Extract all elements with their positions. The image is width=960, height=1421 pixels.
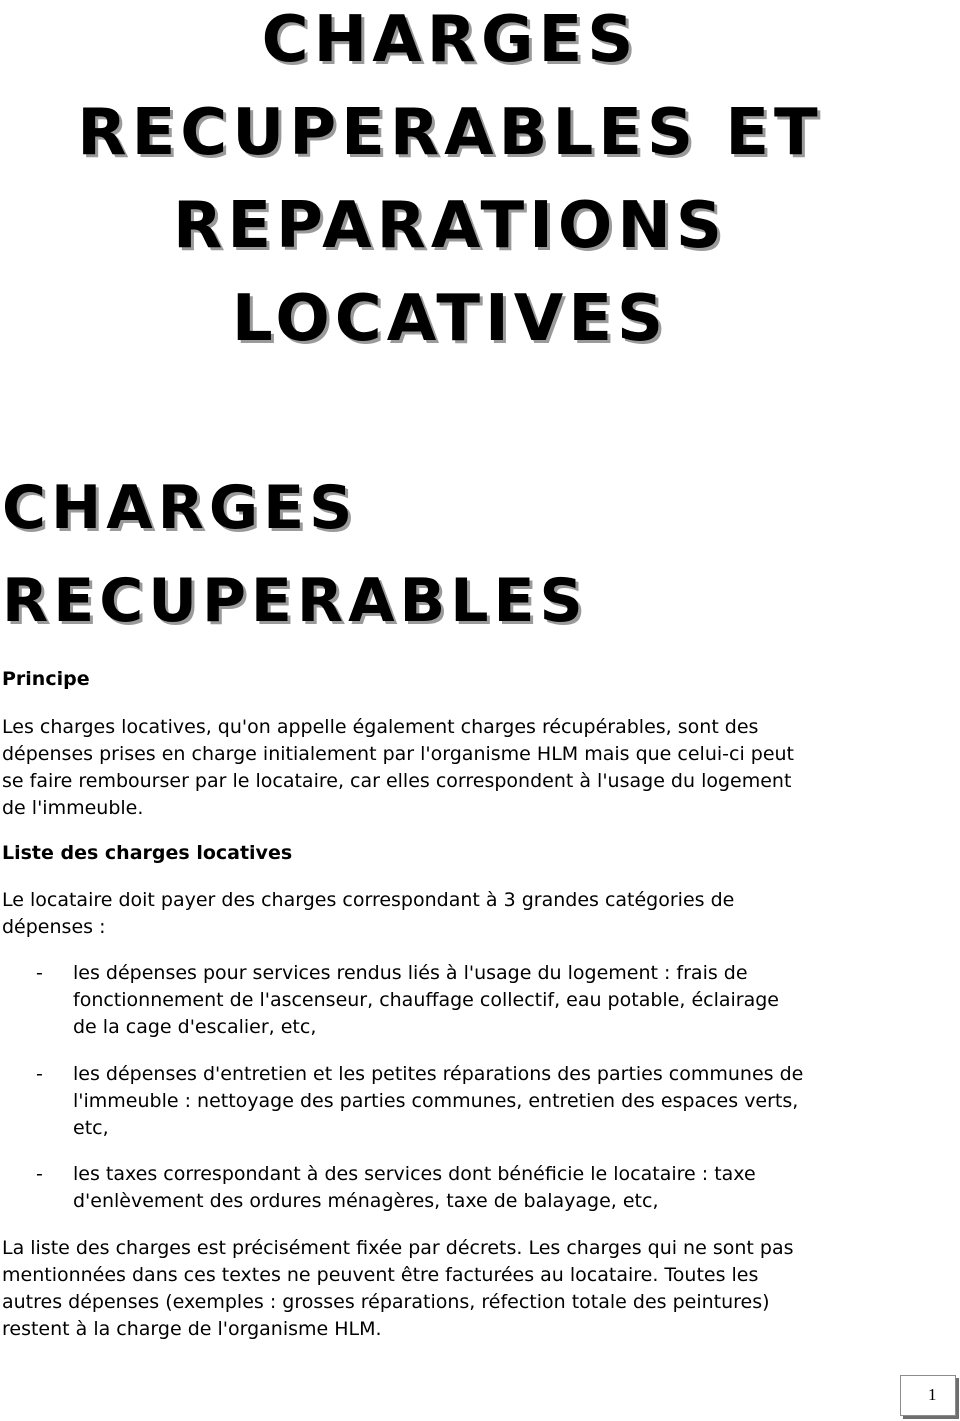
text-line: les taxes correspondant à des services dont bénéficie le locataire : taxe xyxy=(73,1163,756,1185)
text-line: autres dépenses (exemples : grosses réparations, réfection totale des peintures) xyxy=(2,1291,770,1313)
liste-intro xyxy=(2,887,734,941)
main-title-line: RECUPERABLES ET xyxy=(77,96,823,170)
text-line: de l'immeuble. xyxy=(2,797,144,819)
text-line: restent à la charge de l'organisme HLM. xyxy=(2,1318,382,1340)
bullet-marker: - xyxy=(36,962,43,984)
text-line: fonctionnement de l'ascenseur, chauffage collectif, eau potable, éclairage xyxy=(73,989,779,1011)
text-line: les dépenses pour services rendus liés à l'usage du logement : frais de xyxy=(73,962,748,984)
bullet-marker: - xyxy=(36,1063,43,1085)
section-title xyxy=(2,462,588,648)
bullet-marker: - xyxy=(36,1163,43,1185)
main-title-line: CHARGES xyxy=(261,3,639,77)
text-line: etc, xyxy=(73,1117,109,1139)
text-line: La liste des charges est précisément fixée par décrets. Les charges qui ne sont pas xyxy=(2,1237,794,1259)
section-title-line: RECUPERABLES xyxy=(2,566,588,636)
principe-heading: Principe xyxy=(2,668,90,690)
text-line: dépenses : xyxy=(2,916,106,938)
text-line: dépenses prises en charge initialement par l'organisme HLM mais que celui-ci peut xyxy=(2,743,795,765)
text-line: l'immeuble : nettoyage des parties communes, entretien des espaces verts, xyxy=(73,1090,799,1112)
text-line: se faire rembourser par le locataire, car elles correspondent à l'usage du logement xyxy=(2,770,792,792)
text-line: les dépenses d'entretien et les petites réparations des parties communes de xyxy=(73,1063,804,1085)
main-title-line: LOCATIVES xyxy=(231,282,669,356)
section-title-line: CHARGES xyxy=(2,473,358,543)
text-line: Les charges locatives, qu'on appelle également charges récupérables, sont des xyxy=(2,716,759,738)
main-title-line: REPARATIONS xyxy=(173,189,727,263)
text-line: d'enlèvement des ordures ménagères, taxe de balayage, etc, xyxy=(73,1190,659,1212)
main-title xyxy=(0,0,900,366)
list-item-text xyxy=(73,1061,803,1142)
liste-heading: Liste des charges locatives xyxy=(2,842,293,864)
text-line: Le locataire doit payer des charges correspondant à 3 grandes catégories de xyxy=(2,889,735,911)
page-number: 1 xyxy=(928,1385,937,1404)
list-item-text xyxy=(73,1161,756,1215)
list-item-text xyxy=(73,960,779,1041)
text-line: de la cage d'escalier, etc, xyxy=(73,1016,317,1038)
text-line: mentionnées dans ces textes ne peuvent être facturées au locataire. Toutes les xyxy=(2,1264,759,1286)
principe-paragraph xyxy=(2,714,794,822)
page-number-box xyxy=(900,1375,956,1416)
liste-conclusion xyxy=(2,1235,794,1343)
